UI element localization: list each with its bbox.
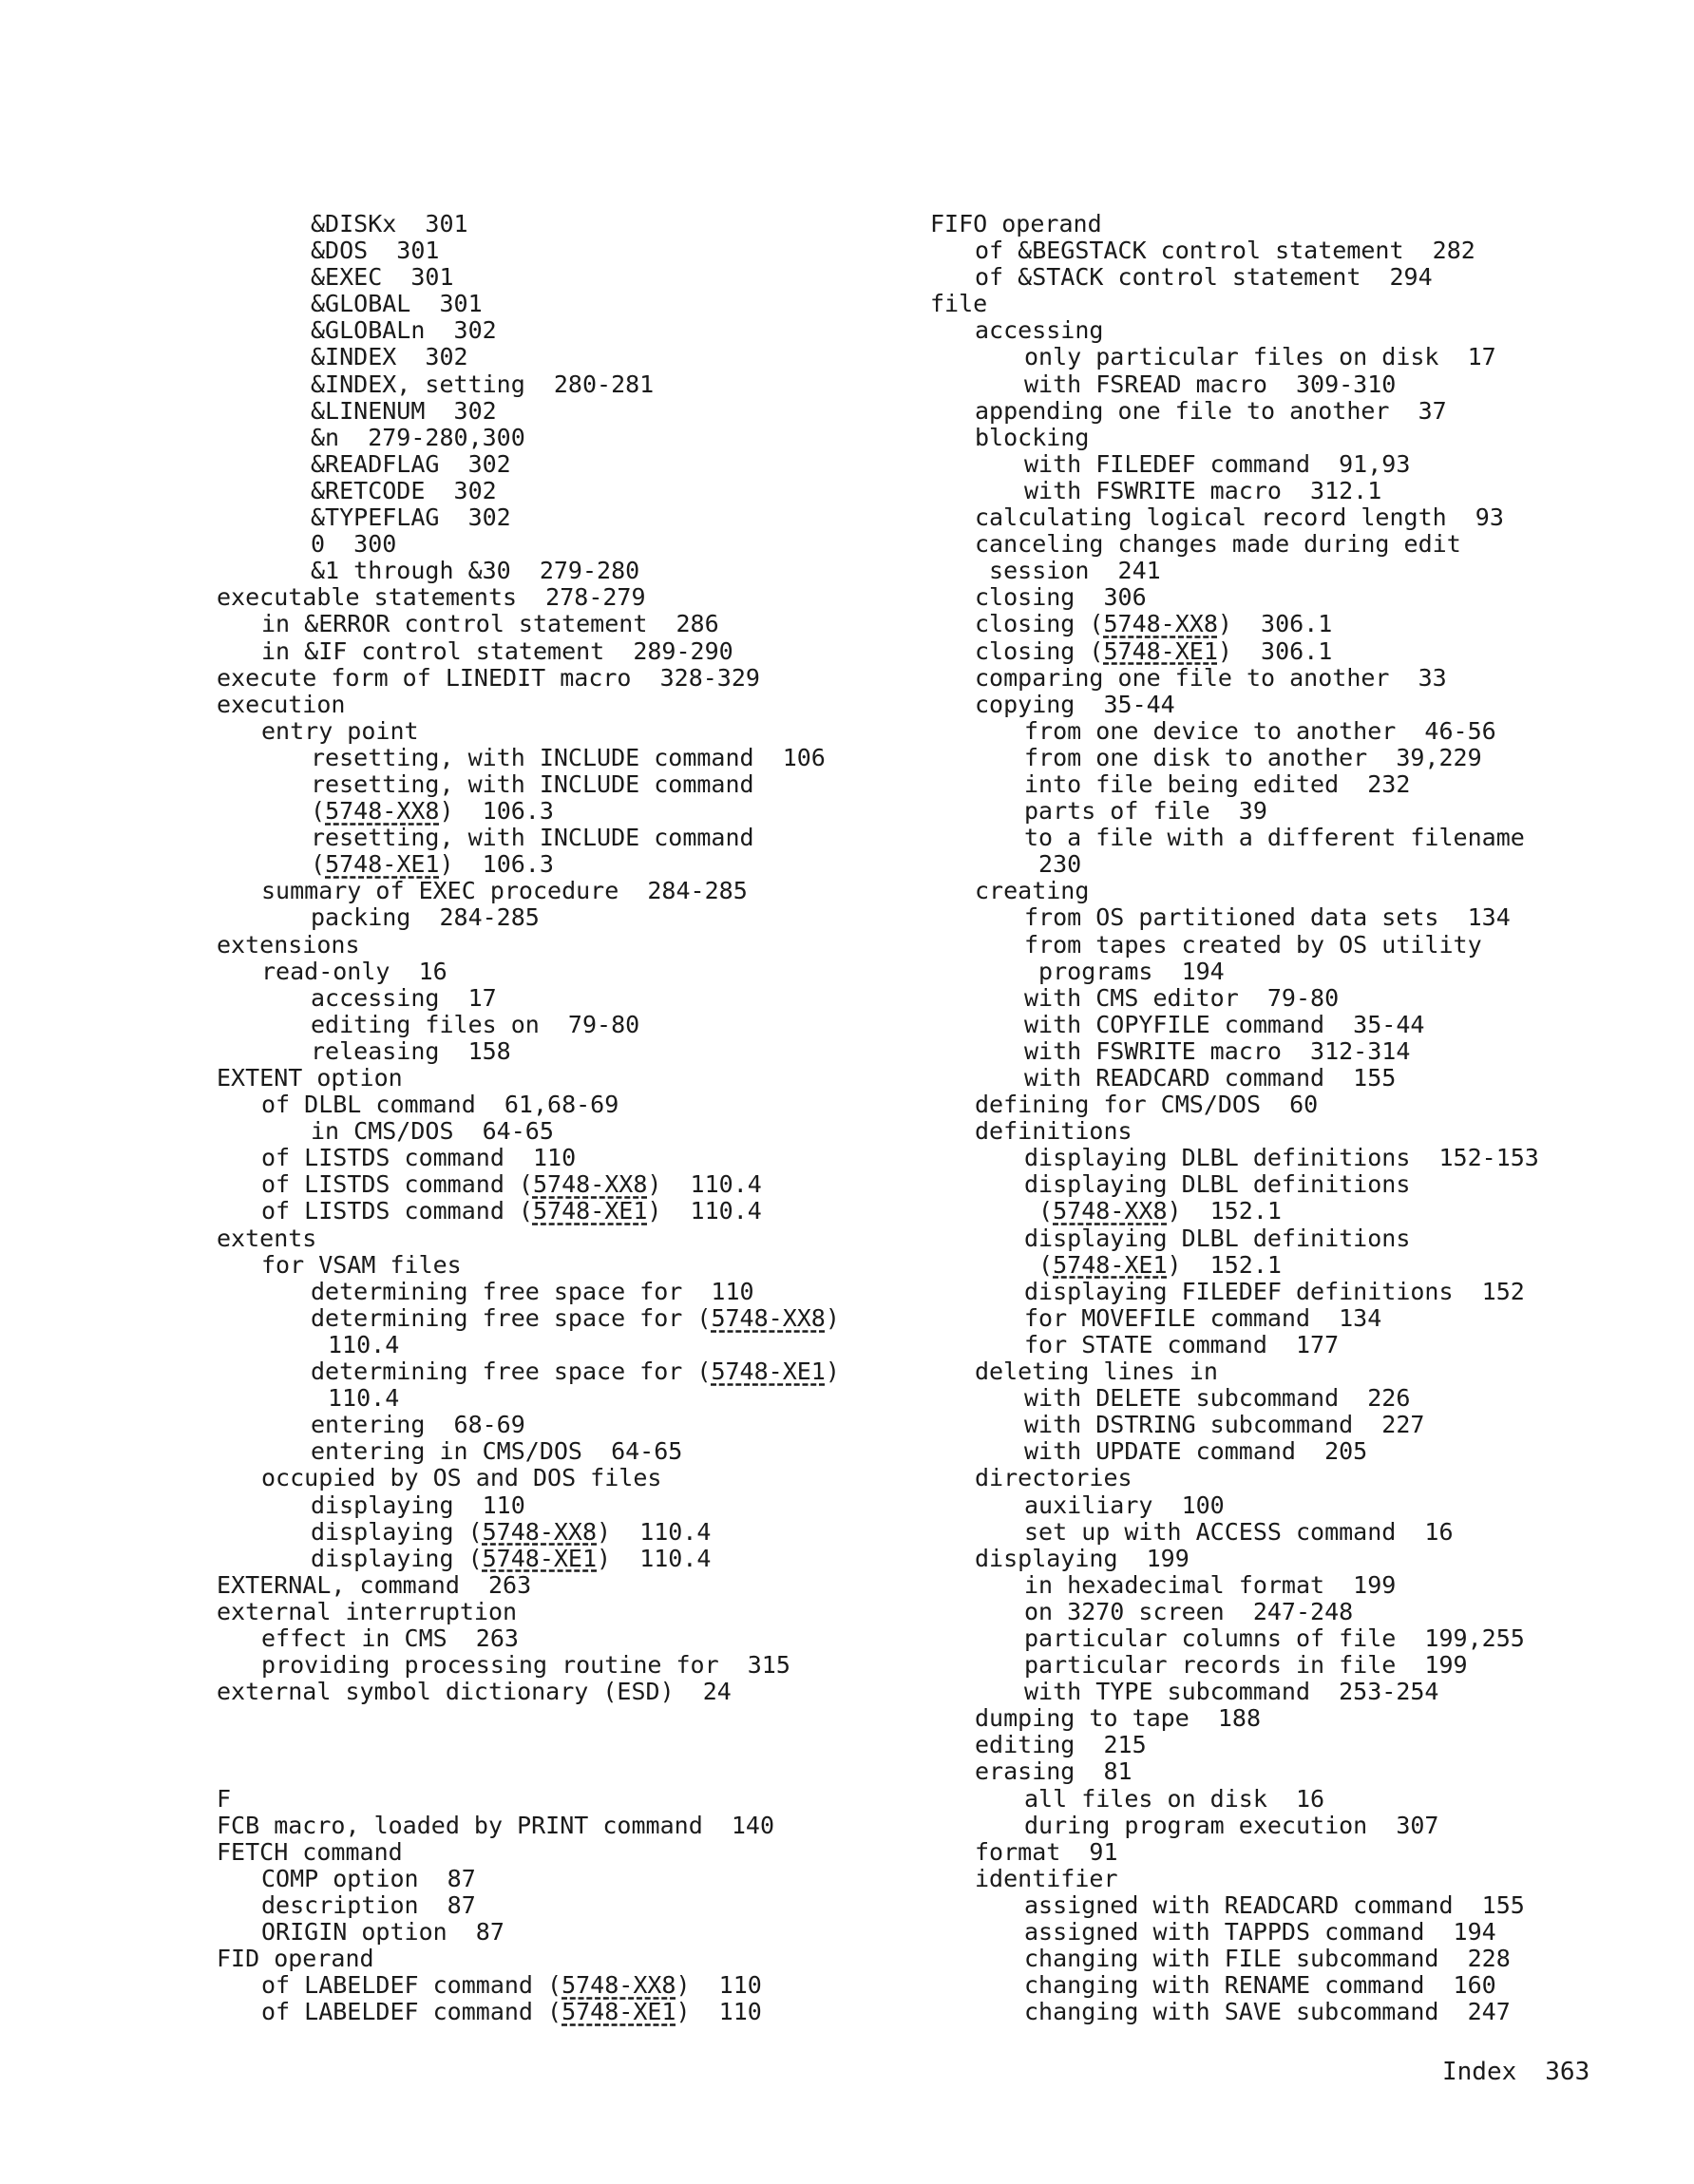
product-number: 5748-XE1 <box>532 1197 648 1225</box>
index-subentry: with COPYFILE command 35-44 <box>1024 1010 1425 1038</box>
index-subentry: of DLBL command 61,68-69 <box>261 1091 619 1119</box>
index-subentry: 110.4 <box>328 1330 400 1358</box>
index-subentry: directories <box>975 1464 1133 1492</box>
index-subentry: &1 through &30 279-280 <box>311 557 640 585</box>
index-subentry: with TYPE subcommand 253-254 <box>1024 1678 1439 1706</box>
index-subentry: displaying 110 <box>311 1491 525 1519</box>
product-number: 5748-XX8 <box>561 1971 676 2000</box>
index-subentry: from tapes created by OS utility <box>1024 930 1482 959</box>
index-subentry: releasing 158 <box>311 1036 511 1065</box>
index-subentry: with FSREAD macro 309-310 <box>1024 370 1397 398</box>
index-heading: extents <box>217 1224 317 1252</box>
index-heading: external interruption <box>217 1597 518 1625</box>
index-subentry: canceling changes made during edit <box>975 530 1461 559</box>
index-subentry: displaying FILEDEF definitions 152 <box>1024 1277 1525 1305</box>
index-subentry: determining free space for 110 <box>311 1277 754 1305</box>
index-subentry: displaying DLBL definitions <box>1024 1170 1411 1199</box>
index-subentry: 230 <box>1024 850 1082 879</box>
index-subentry: in &IF control statement 289-290 <box>261 636 733 665</box>
index-subentry: assigned with READCARD command 155 <box>1024 1890 1525 1919</box>
index-subentry: assigned with TAPPDS command 194 <box>1024 1918 1496 1946</box>
product-number: 5748-XX8 <box>482 1517 598 1546</box>
index-heading: execution <box>217 690 346 718</box>
index-subentry: &LINENUM 302 <box>311 396 497 425</box>
index-subentry: defining for CMS/DOS 60 <box>975 1091 1319 1119</box>
index-heading: file <box>930 290 988 318</box>
product-number: 5748-XE1 <box>482 1544 598 1572</box>
index-heading: FIFO operand <box>930 210 1102 237</box>
index-subentry: read-only 16 <box>261 957 447 985</box>
index-subentry: for STATE command 177 <box>1024 1330 1340 1358</box>
index-column-left <box>217 211 882 2025</box>
index-subentry: effect in CMS 263 <box>261 1624 519 1652</box>
index-subentry: with FILEDEF command 91,93 <box>1024 449 1411 478</box>
index-subentry: entering 68-69 <box>311 1411 525 1439</box>
index-subentry: &READFLAG 302 <box>311 449 511 478</box>
index-subentry: editing 215 <box>975 1731 1147 1759</box>
index-subentry: changing with RENAME command 160 <box>1024 1971 1496 2000</box>
index-subentry: during program execution 307 <box>1024 1811 1439 1839</box>
index-subentry: displaying (5748-XX8) 110.4 <box>311 1517 712 1546</box>
product-number: 5748-XE1 <box>561 1998 676 2026</box>
index-subentry: to a file with a different filename <box>1024 824 1525 852</box>
index-subentry: dumping to tape 188 <box>975 1704 1262 1733</box>
index-subentry: creating <box>975 877 1090 905</box>
index-subentry: from OS partitioned data sets 134 <box>1024 903 1511 932</box>
product-number: 5748-XE1 <box>1053 1250 1168 1279</box>
index-subentry: (5748-XE1) 106.3 <box>311 850 554 879</box>
index-subentry: definitions <box>975 1117 1133 1146</box>
index-subentry: deleting lines in <box>975 1358 1218 1386</box>
index-subentry: of LABELDEF command (5748-XE1) 110 <box>261 1998 762 2026</box>
product-number: 5748-XX8 <box>325 797 440 826</box>
index-subentry: resetting, with INCLUDE command <box>311 824 754 852</box>
index-subentry: of LISTDS command (5748-XX8) 110.4 <box>261 1170 762 1199</box>
index-subentry: with DSTRING subcommand 227 <box>1024 1411 1425 1439</box>
index-subentry: appending one file to another 37 <box>975 396 1447 425</box>
product-number: 5748-XX8 <box>711 1303 826 1332</box>
index-subentry: closing 306 <box>975 583 1147 612</box>
index-subentry: format 91 <box>975 1837 1118 1866</box>
index-subentry: ORIGIN option 87 <box>261 1918 504 1946</box>
index-subentry: particular columns of file 199,255 <box>1024 1624 1525 1652</box>
index-subentry: entering in CMS/DOS 64-65 <box>311 1437 683 1466</box>
index-subentry: into file being edited 232 <box>1024 769 1411 798</box>
index-heading: EXTENT option <box>217 1064 403 1092</box>
index-subentry: parts of file 39 <box>1024 797 1267 826</box>
index-heading: FID operand <box>217 1945 374 1973</box>
index-subentry: displaying DLBL definitions <box>1024 1224 1411 1252</box>
index-subentry: 110.4 <box>328 1384 400 1413</box>
index-subentry: determining free space for (5748-XX8) <box>311 1303 840 1332</box>
index-subentry: (5748-XX8) 106.3 <box>311 797 554 826</box>
index-subentry: of &STACK control statement 294 <box>975 263 1433 292</box>
index-subentry: on 3270 screen 247-248 <box>1024 1597 1354 1625</box>
index-subentry: with CMS editor 79-80 <box>1024 983 1340 1012</box>
index-subentry: description 87 <box>261 1890 476 1919</box>
index-subentry: from one device to another 46-56 <box>1024 716 1496 745</box>
index-subentry: calculating logical record length 93 <box>975 503 1504 532</box>
index-subentry: &INDEX 302 <box>311 343 468 371</box>
index-subentry: with READCARD command 155 <box>1024 1064 1397 1092</box>
index-heading: FETCH command <box>217 1837 403 1866</box>
index-subentry: displaying 199 <box>975 1544 1190 1572</box>
index-subentry: of LABELDEF command (5748-XX8) 110 <box>261 1971 762 2000</box>
index-subentry: programs 194 <box>1024 957 1225 985</box>
index-heading: FCB macro, loaded by PRINT command 140 <box>217 1811 774 1839</box>
index-subentry: in &ERROR control statement 286 <box>261 610 719 638</box>
index-subentry: 0 300 <box>311 530 397 559</box>
index-subentry: COMP option 87 <box>261 1864 476 1892</box>
index-subentry: resetting, with INCLUDE command 106 <box>311 743 826 771</box>
index-subentry: from one disk to another 39,229 <box>1024 743 1482 771</box>
index-subentry: particular records in file 199 <box>1024 1651 1468 1680</box>
index-subentry: editing files on 79-80 <box>311 1010 640 1038</box>
index-subentry: changing with SAVE subcommand 247 <box>1024 1998 1511 2026</box>
index-subentry: closing (5748-XE1) 306.1 <box>975 636 1333 665</box>
index-subentry: all files on disk 16 <box>1024 1784 1325 1813</box>
index-subentry: &INDEX, setting 280-281 <box>311 370 655 398</box>
index-heading: EXTERNAL, command 263 <box>217 1570 532 1599</box>
index-subentry: accessing 17 <box>311 983 497 1012</box>
index-subentry: (5748-XE1) 152.1 <box>1024 1250 1282 1279</box>
index-column-right <box>930 211 1652 2025</box>
index-subentry: changing with FILE subcommand 228 <box>1024 1945 1511 1973</box>
product-number: 5748-XE1 <box>711 1358 826 1386</box>
index-subentry: with DELETE subcommand 226 <box>1024 1384 1411 1413</box>
index-heading: execute form of LINEDIT macro 328-329 <box>217 663 760 692</box>
index-subentry: identifier <box>975 1864 1118 1892</box>
index-subentry: session 241 <box>975 557 1161 585</box>
index-subentry: occupied by OS and DOS files <box>261 1464 662 1492</box>
index-subentry: &RETCODE 302 <box>311 476 497 504</box>
product-number: 5748-XX8 <box>1053 1197 1168 1225</box>
index-subentry: copying 35-44 <box>975 690 1175 718</box>
index-subentry: packing 284-285 <box>311 903 540 932</box>
index-subentry: &TYPEFLAG 302 <box>311 503 511 532</box>
blank-line <box>217 1732 882 1758</box>
footer-label: Index <box>1442 2058 1517 2086</box>
index-subentry: &n 279-280,300 <box>311 423 525 451</box>
index-subentry: &EXEC 301 <box>311 263 454 292</box>
index-subentry: of LISTDS command (5748-XE1) 110.4 <box>261 1197 762 1225</box>
index-subentry: only particular files on disk 17 <box>1024 343 1496 371</box>
page-footer <box>1442 2058 1589 2086</box>
index-subentry: displaying DLBL definitions 152-153 <box>1024 1144 1539 1172</box>
product-number: 5748-XX8 <box>532 1170 648 1199</box>
blank-line <box>217 1758 882 1785</box>
index-heading: F <box>217 1784 232 1813</box>
index-subentry: &DOS 301 <box>311 237 440 265</box>
index-subentry: of LISTDS command 110 <box>261 1144 577 1172</box>
index-subentry: set up with ACCESS command 16 <box>1024 1517 1454 1546</box>
index-subentry: &DISKx 301 <box>311 210 468 237</box>
index-heading: executable statements 278-279 <box>217 583 646 612</box>
index-subentry: erasing 81 <box>975 1757 1133 1786</box>
index-subentry: accessing <box>975 316 1104 345</box>
blank-line <box>217 1705 882 1732</box>
product-number: 5748-XE1 <box>1103 636 1218 665</box>
index-subentry: closing (5748-XX8) 306.1 <box>975 610 1333 638</box>
index-subentry: summary of EXEC procedure 284-285 <box>261 877 748 905</box>
index-subentry: auxiliary 100 <box>1024 1491 1225 1519</box>
index-heading: extensions <box>217 930 360 959</box>
index-subentry: entry point <box>261 716 419 745</box>
index-heading: external symbol dictionary (ESD) 24 <box>217 1678 732 1706</box>
index-subentry: in hexadecimal format 199 <box>1024 1570 1397 1599</box>
product-number: 5748-XE1 <box>325 850 440 879</box>
index-subentry: providing processing routine for 315 <box>261 1651 790 1680</box>
index-subentry: resetting, with INCLUDE command <box>311 769 754 798</box>
index-subentry: displaying (5748-XE1) 110.4 <box>311 1544 712 1572</box>
index-subentry: blocking <box>975 423 1090 451</box>
page-number: 363 <box>1545 2058 1590 2086</box>
index-subentry: in CMS/DOS 64-65 <box>311 1117 554 1146</box>
index-subentry: with UPDATE command 205 <box>1024 1437 1368 1466</box>
index-subentry: (5748-XX8) 152.1 <box>1024 1197 1282 1225</box>
index-subentry: &GLOBAL 301 <box>311 290 483 318</box>
index-subentry: with FSWRITE macro 312-314 <box>1024 1036 1411 1065</box>
index-subentry: for MOVEFILE command 134 <box>1024 1303 1382 1332</box>
index-subentry: comparing one file to another 33 <box>975 663 1447 692</box>
index-subentry: of &BEGSTACK control statement 282 <box>975 237 1475 265</box>
index-subentry: with FSWRITE macro 312.1 <box>1024 476 1382 504</box>
index-subentry: for VSAM files <box>261 1250 462 1279</box>
index-subentry: determining free space for (5748-XE1) <box>311 1358 840 1386</box>
index-subentry: &GLOBALn 302 <box>311 316 497 345</box>
product-number: 5748-XX8 <box>1103 610 1218 638</box>
